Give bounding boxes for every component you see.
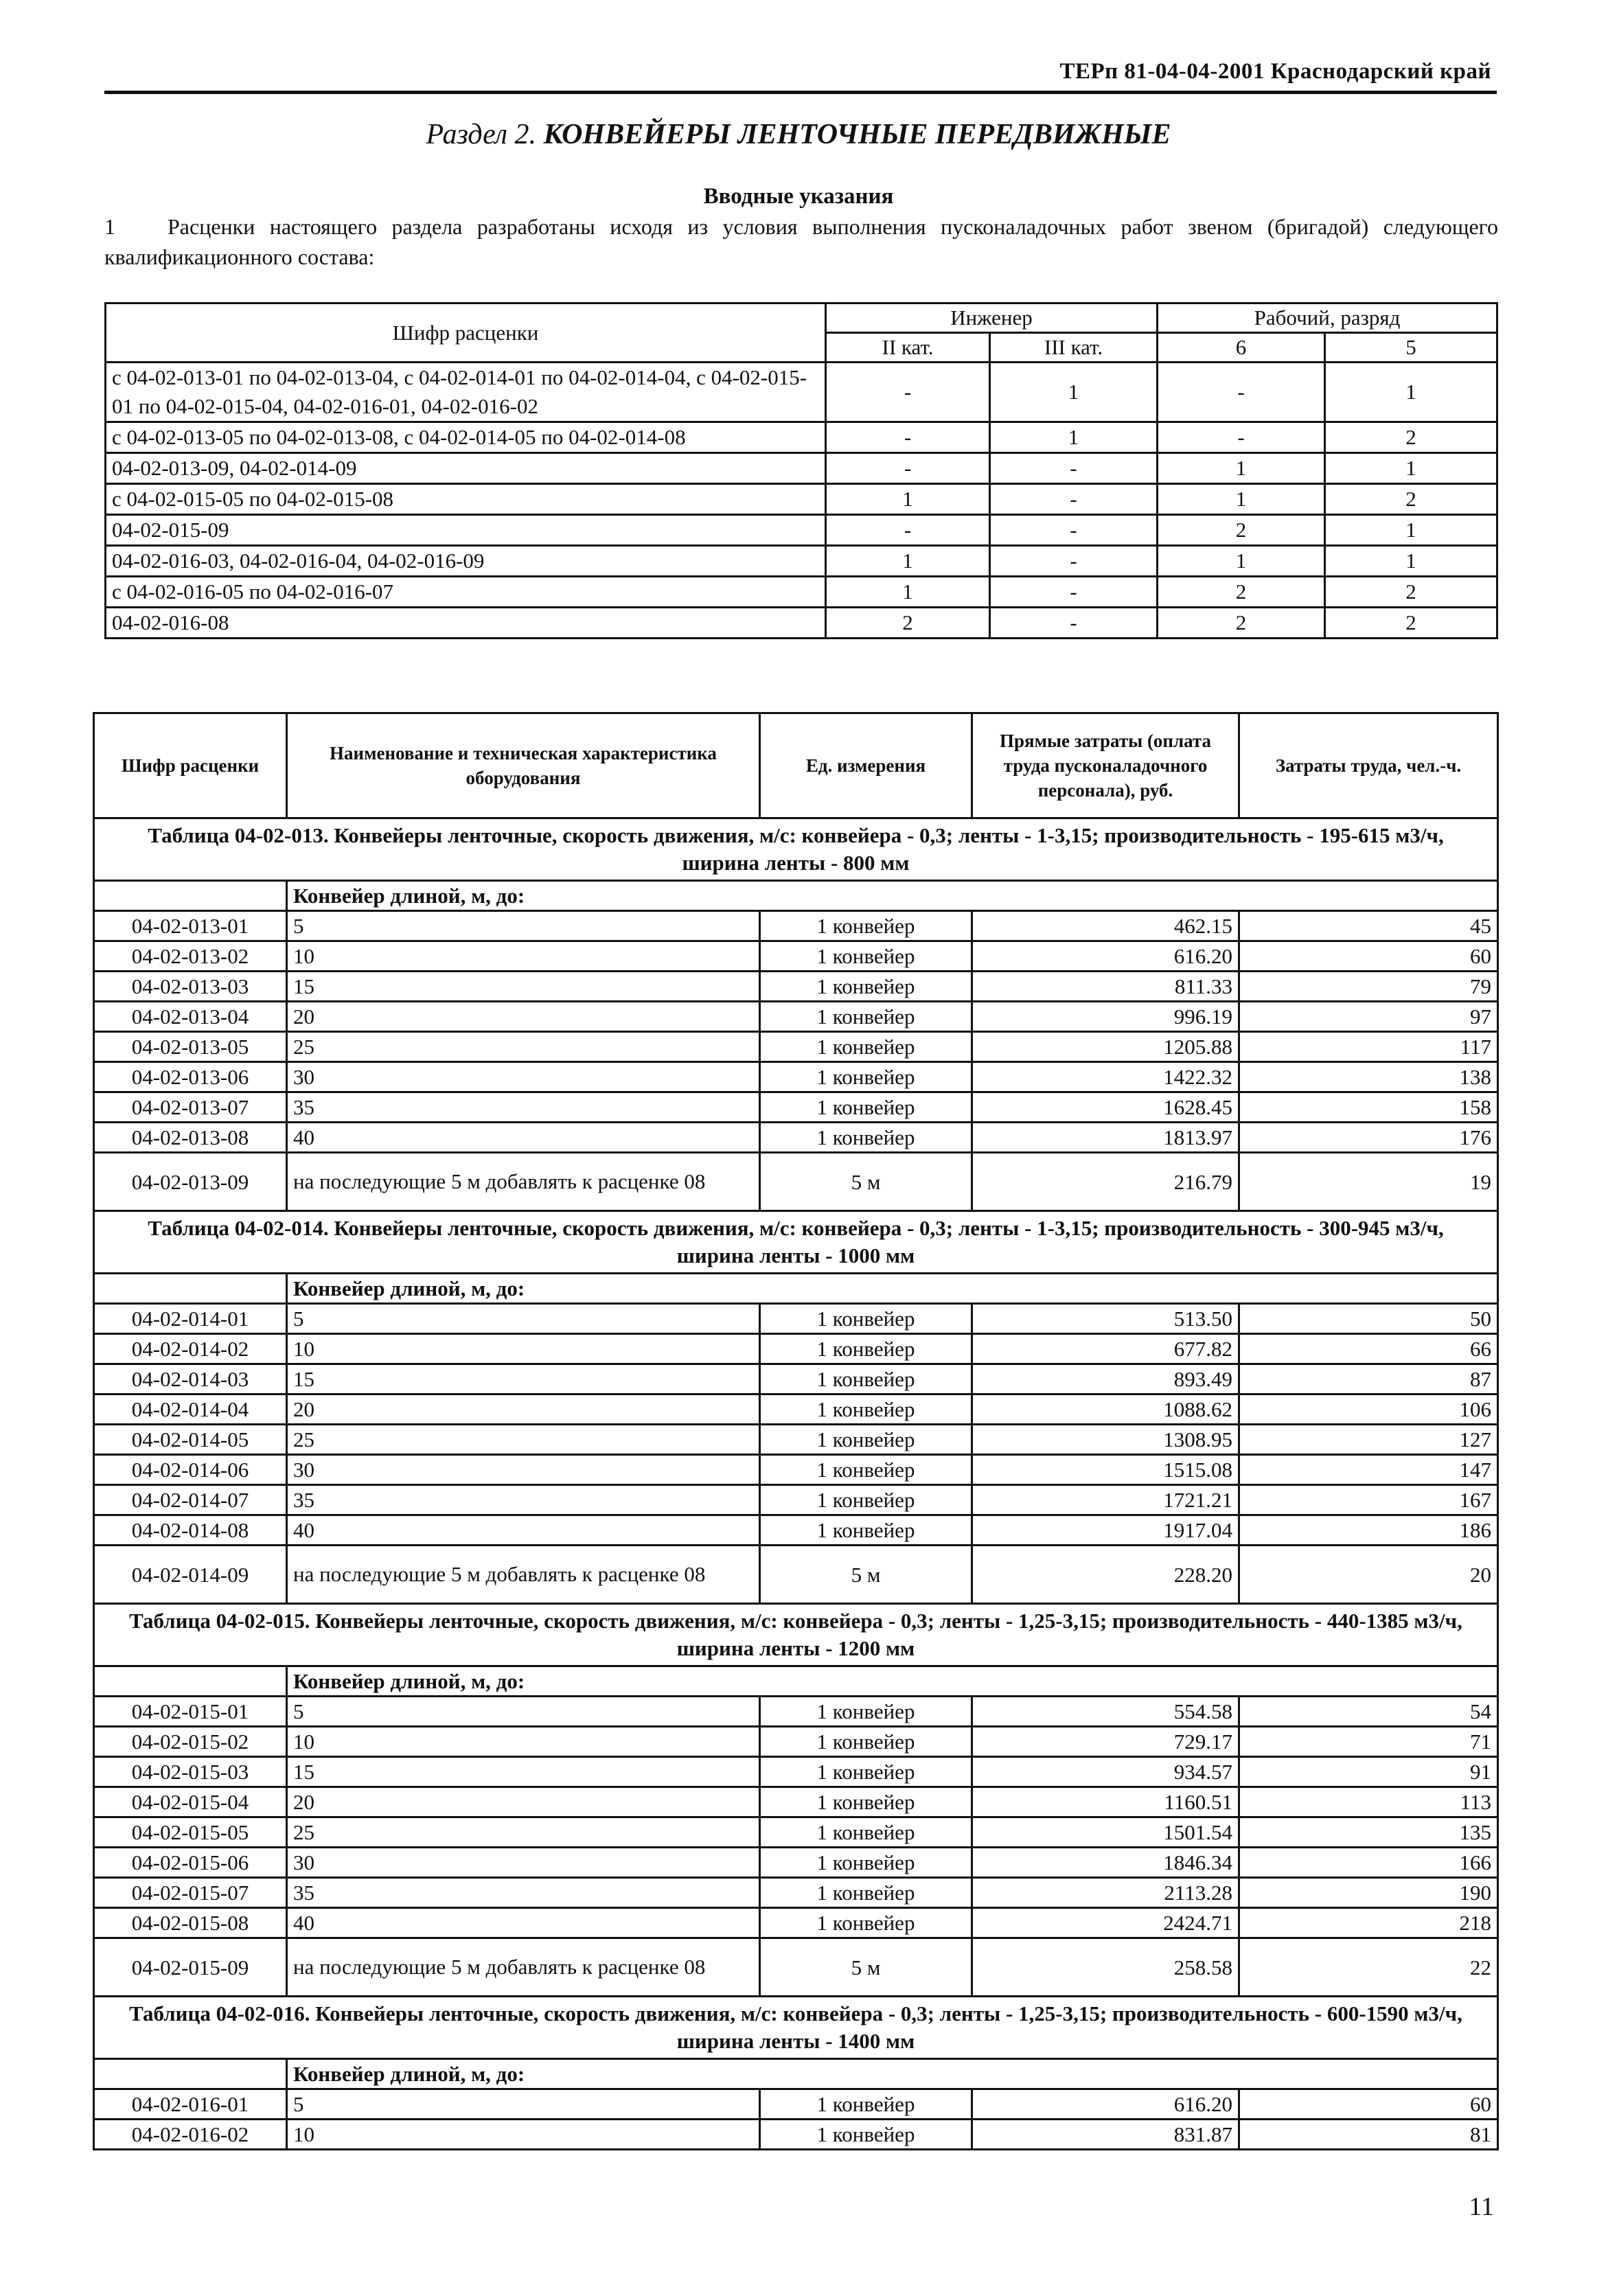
subheader-empty xyxy=(94,1666,287,1697)
rate-code: 04-02-014-03 xyxy=(94,1364,287,1394)
qual-grade6: - xyxy=(1158,422,1325,453)
rate-code: 04-02-014-04 xyxy=(94,1394,287,1425)
equipment-description: 30 xyxy=(287,1848,760,1878)
header-text: ТЕРп 81-04-04-2001 Краснодарский край xyxy=(1059,59,1491,84)
qual-header-engineer: Инженер xyxy=(826,303,1158,333)
direct-cost: 1846.34 xyxy=(972,1848,1239,1878)
unit-of-measure: 1 конвейер xyxy=(760,1485,972,1515)
direct-cost: 831.87 xyxy=(972,2120,1239,2150)
table-row xyxy=(94,1485,1498,1515)
qual-grade5: 1 xyxy=(1325,363,1497,422)
equipment-description: 40 xyxy=(287,1908,760,1938)
direct-cost: 996.19 xyxy=(972,1002,1239,1032)
unit-of-measure: 1 конвейер xyxy=(760,1697,972,1727)
direct-cost: 811.33 xyxy=(972,972,1239,1002)
equipment-description: 20 xyxy=(287,1394,760,1425)
qual-row xyxy=(106,453,1497,484)
table-row xyxy=(94,1848,1498,1878)
qual-cat3: - xyxy=(990,608,1158,639)
labor-hours: 66 xyxy=(1239,1334,1498,1364)
qual-code: 04-02-016-08 xyxy=(106,608,826,639)
equipment-description: на последующие 5 м добавлять к расценке 08 xyxy=(287,1546,760,1604)
section-lead: Раздел 2. xyxy=(426,119,544,150)
rate-code: 04-02-015-05 xyxy=(94,1817,287,1848)
equipment-description: 15 xyxy=(287,1364,760,1394)
table-row xyxy=(94,1153,1498,1211)
direct-cost: 216.79 xyxy=(972,1153,1239,1211)
section-title xyxy=(0,118,1597,151)
equipment-description: 20 xyxy=(287,1787,760,1817)
table-caption-row xyxy=(94,1997,1498,2059)
subheader-label: Конвейер длиной, м, до: xyxy=(287,1666,1498,1697)
direct-cost: 1160.51 xyxy=(972,1787,1239,1817)
direct-cost: 513.50 xyxy=(972,1304,1239,1334)
qual-code: 04-02-013-09, 04-02-014-09 xyxy=(106,453,826,484)
pricing-table xyxy=(93,712,1499,2150)
qual-header-cat2: II кат. xyxy=(826,333,990,363)
rate-code: 04-02-013-09 xyxy=(94,1153,287,1211)
labor-hours: 113 xyxy=(1239,1787,1498,1817)
table-caption-row xyxy=(94,818,1498,881)
labor-hours: 60 xyxy=(1239,941,1498,972)
labor-hours: 138 xyxy=(1239,1062,1498,1092)
unit-of-measure: 1 конвейер xyxy=(760,1455,972,1485)
labor-hours: 45 xyxy=(1239,911,1498,941)
unit-of-measure: 1 конвейер xyxy=(760,1727,972,1757)
rate-code: 04-02-013-02 xyxy=(94,941,287,972)
equipment-description: 10 xyxy=(287,1334,760,1364)
qual-grade5: 2 xyxy=(1325,484,1497,515)
equipment-description: 25 xyxy=(287,1817,760,1848)
intro-number: 1 xyxy=(104,214,115,239)
qual-cat3: - xyxy=(990,577,1158,608)
labor-hours: 19 xyxy=(1239,1153,1498,1211)
qual-row xyxy=(106,577,1497,608)
labor-hours: 158 xyxy=(1239,1092,1498,1123)
labor-hours: 97 xyxy=(1239,1002,1498,1032)
table-row xyxy=(94,1727,1498,1757)
unit-of-measure: 1 конвейер xyxy=(760,2089,972,2120)
qual-row xyxy=(106,515,1497,546)
table-row xyxy=(94,1515,1498,1546)
qual-cat2: - xyxy=(826,422,990,453)
unit-of-measure: 1 конвейер xyxy=(760,941,972,972)
labor-hours: 91 xyxy=(1239,1757,1498,1787)
qual-row xyxy=(106,546,1497,577)
rate-code: 04-02-014-09 xyxy=(94,1546,287,1604)
direct-cost: 1422.32 xyxy=(972,1062,1239,1092)
unit-of-measure: 1 конвейер xyxy=(760,1032,972,1062)
intro-paragraph xyxy=(104,211,1498,272)
rate-code: 04-02-014-08 xyxy=(94,1515,287,1546)
qual-cat3: 1 xyxy=(990,422,1158,453)
equipment-description: 10 xyxy=(287,941,760,972)
table-row xyxy=(94,1062,1498,1092)
qual-code: с 04-02-013-01 по 04-02-013-04, с 04-02-014-01 по 04-02-014-04, с 04-02-015-01 по 04-02-015-04, 04-02-016-01, 04-02-016-02 xyxy=(106,363,826,422)
labor-hours: 135 xyxy=(1239,1817,1498,1848)
qual-grade5: 1 xyxy=(1325,453,1497,484)
equipment-description: 35 xyxy=(287,1485,760,1515)
equipment-description: 25 xyxy=(287,1425,760,1455)
table-row xyxy=(94,1546,1498,1604)
unit-of-measure: 5 м xyxy=(760,1153,972,1211)
qual-code: с 04-02-013-05 по 04-02-013-08, с 04-02-014-05 по 04-02-014-08 xyxy=(106,422,826,453)
section-name: КОНВЕЙЕРЫ ЛЕНТОЧНЫЕ ПЕРЕДВИЖНЫЕ xyxy=(543,119,1171,150)
unit-of-measure: 1 конвейер xyxy=(760,1425,972,1455)
direct-cost: 1813.97 xyxy=(972,1123,1239,1153)
table-row xyxy=(94,1394,1498,1425)
qual-grade6: 2 xyxy=(1158,608,1325,639)
qual-cat3: - xyxy=(990,453,1158,484)
page-number: 11 xyxy=(1469,2192,1494,2221)
labor-hours: 79 xyxy=(1239,972,1498,1002)
direct-cost: 462.15 xyxy=(972,911,1239,941)
labor-hours: 22 xyxy=(1239,1938,1498,1997)
qual-grade6: 2 xyxy=(1158,577,1325,608)
equipment-description: 15 xyxy=(287,972,760,1002)
rate-code: 04-02-014-01 xyxy=(94,1304,287,1334)
direct-cost: 1088.62 xyxy=(972,1394,1239,1425)
rate-code: 04-02-013-05 xyxy=(94,1032,287,1062)
qual-grade6: 1 xyxy=(1158,453,1325,484)
main-header-labor: Затраты труда, чел.-ч. xyxy=(1239,713,1498,818)
labor-hours: 167 xyxy=(1239,1485,1498,1515)
qual-cat2: - xyxy=(826,515,990,546)
equipment-description: 5 xyxy=(287,1304,760,1334)
table-caption-row xyxy=(94,1211,1498,1274)
qual-cat3: 1 xyxy=(990,363,1158,422)
qual-row xyxy=(106,363,1497,422)
subheader-label: Конвейер длиной, м, до: xyxy=(287,1274,1498,1304)
qual-grade6: - xyxy=(1158,363,1325,422)
unit-of-measure: 1 конвейер xyxy=(760,911,972,941)
unit-of-measure: 1 конвейер xyxy=(760,972,972,1002)
table-row xyxy=(94,1787,1498,1817)
labor-hours: 50 xyxy=(1239,1304,1498,1334)
unit-of-measure: 1 конвейер xyxy=(760,1092,972,1123)
unit-of-measure: 1 конвейер xyxy=(760,1334,972,1364)
qual-cat2: 1 xyxy=(826,484,990,515)
labor-hours: 127 xyxy=(1239,1425,1498,1455)
table-row xyxy=(94,972,1498,1002)
qual-grade6: 1 xyxy=(1158,484,1325,515)
subheader-row xyxy=(94,1274,1498,1304)
table-row xyxy=(94,1878,1498,1908)
unit-of-measure: 1 конвейер xyxy=(760,1062,972,1092)
subheader-row xyxy=(94,2059,1498,2089)
equipment-description: 5 xyxy=(287,911,760,941)
unit-of-measure: 1 конвейер xyxy=(760,1304,972,1334)
direct-cost: 2113.28 xyxy=(972,1878,1239,1908)
rate-code: 04-02-015-06 xyxy=(94,1848,287,1878)
table-row xyxy=(94,1304,1498,1334)
labor-hours: 190 xyxy=(1239,1878,1498,1908)
labor-hours: 87 xyxy=(1239,1364,1498,1394)
labor-hours: 20 xyxy=(1239,1546,1498,1604)
main-header-cost: Прямые затраты (оплата труда пусконаладочного персонала), руб. xyxy=(972,713,1239,818)
rate-code: 04-02-013-03 xyxy=(94,972,287,1002)
labor-hours: 81 xyxy=(1239,2120,1498,2150)
direct-cost: 729.17 xyxy=(972,1727,1239,1757)
qual-row xyxy=(106,484,1497,515)
qual-grade5: 2 xyxy=(1325,577,1497,608)
table-row xyxy=(94,1032,1498,1062)
qual-cat2: 1 xyxy=(826,546,990,577)
equipment-description: 40 xyxy=(287,1123,760,1153)
table-caption: Таблица 04-02-016. Конвейеры ленточные, скорость движения, м/с: конвейера - 0,3; ленты - 1,25-3,15; производительность - 600-1590 м3/ч, ширина ленты - 1400 мм xyxy=(94,1997,1498,2059)
equipment-description: 20 xyxy=(287,1002,760,1032)
unit-of-measure: 1 конвейер xyxy=(760,1394,972,1425)
qual-header-worker: Рабочий, разряд xyxy=(1158,303,1497,333)
rate-code: 04-02-013-07 xyxy=(94,1092,287,1123)
table-row xyxy=(94,911,1498,941)
qual-grade6: 2 xyxy=(1158,515,1325,546)
unit-of-measure: 1 конвейер xyxy=(760,1848,972,1878)
table-row xyxy=(94,1757,1498,1787)
table-row xyxy=(94,1425,1498,1455)
direct-cost: 616.20 xyxy=(972,941,1239,972)
table-row xyxy=(94,1364,1498,1394)
labor-hours: 60 xyxy=(1239,2089,1498,2120)
rate-code: 04-02-016-01 xyxy=(94,2089,287,2120)
qual-code: 04-02-015-09 xyxy=(106,515,826,546)
qual-grade6: 1 xyxy=(1158,546,1325,577)
equipment-description: 5 xyxy=(287,1697,760,1727)
subheader-label: Конвейер длиной, м, до: xyxy=(287,2059,1498,2089)
qual-code: с 04-02-015-05 по 04-02-015-08 xyxy=(106,484,826,515)
direct-cost: 554.58 xyxy=(972,1697,1239,1727)
table-caption-row xyxy=(94,1604,1498,1666)
unit-of-measure: 1 конвейер xyxy=(760,1515,972,1546)
labor-hours: 147 xyxy=(1239,1455,1498,1485)
qual-cat2: 1 xyxy=(826,577,990,608)
table-caption: Таблица 04-02-013. Конвейеры ленточные, скорость движения, м/с: конвейера - 0,3; ленты - 1-3,15; производительность - 195-615 м3/ч, ширина ленты - 800 мм xyxy=(94,818,1498,881)
labor-hours: 54 xyxy=(1239,1697,1498,1727)
unit-of-measure: 5 м xyxy=(760,1938,972,1997)
subheader-label: Конвейер длиной, м, до: xyxy=(287,881,1498,911)
qual-cat2: - xyxy=(826,363,990,422)
table-row xyxy=(94,1334,1498,1364)
qual-cat3: - xyxy=(990,546,1158,577)
table-row xyxy=(94,1455,1498,1485)
qual-header-grade5: 5 xyxy=(1325,333,1497,363)
qual-row xyxy=(106,422,1497,453)
equipment-description: на последующие 5 м добавлять к расценке 08 xyxy=(287,1153,760,1211)
equipment-description: 25 xyxy=(287,1032,760,1062)
rate-code: 04-02-015-04 xyxy=(94,1787,287,1817)
unit-of-measure: 5 м xyxy=(760,1546,972,1604)
table-row xyxy=(94,1938,1498,1997)
direct-cost: 2424.71 xyxy=(972,1908,1239,1938)
equipment-description: 10 xyxy=(287,2120,760,2150)
unit-of-measure: 1 конвейер xyxy=(760,1908,972,1938)
table-caption: Таблица 04-02-014. Конвейеры ленточные, скорость движения, м/с: конвейера - 0,3; ленты - 1-3,15; производительность - 300-945 м3/ч, ширина ленты - 1000 мм xyxy=(94,1211,1498,1274)
qual-cat3: - xyxy=(990,515,1158,546)
qual-cat2: 2 xyxy=(826,608,990,639)
table-row xyxy=(94,941,1498,972)
rate-code: 04-02-014-05 xyxy=(94,1425,287,1455)
labor-hours: 106 xyxy=(1239,1394,1498,1425)
direct-cost: 1308.95 xyxy=(972,1425,1239,1455)
equipment-description: 5 xyxy=(287,2089,760,2120)
qual-grade5: 1 xyxy=(1325,546,1497,577)
labor-hours: 166 xyxy=(1239,1848,1498,1878)
rate-code: 04-02-014-02 xyxy=(94,1334,287,1364)
table-row xyxy=(94,1908,1498,1938)
table-row xyxy=(94,2120,1498,2150)
qualification-table xyxy=(104,302,1498,639)
direct-cost: 677.82 xyxy=(972,1334,1239,1364)
main-header-code: Шифр расценки xyxy=(94,713,287,818)
qual-row xyxy=(106,608,1497,639)
table-row xyxy=(94,1002,1498,1032)
qual-grade5: 2 xyxy=(1325,608,1497,639)
unit-of-measure: 1 конвейер xyxy=(760,1878,972,1908)
direct-cost: 228.20 xyxy=(972,1546,1239,1604)
rate-code: 04-02-013-06 xyxy=(94,1062,287,1092)
qual-header-code: Шифр расценки xyxy=(106,303,826,363)
rate-code: 04-02-016-02 xyxy=(94,2120,287,2150)
direct-cost: 1721.21 xyxy=(972,1485,1239,1515)
unit-of-measure: 1 конвейер xyxy=(760,1787,972,1817)
intro-heading: Вводные указания xyxy=(703,184,894,209)
direct-cost: 1501.54 xyxy=(972,1817,1239,1848)
main-header-name: Наименование и техническая характеристика оборудования xyxy=(287,713,760,818)
equipment-description: 10 xyxy=(287,1727,760,1757)
table-row xyxy=(94,1123,1498,1153)
direct-cost: 1205.88 xyxy=(972,1032,1239,1062)
rate-code: 04-02-015-08 xyxy=(94,1908,287,1938)
equipment-description: 30 xyxy=(287,1062,760,1092)
rate-code: 04-02-015-03 xyxy=(94,1757,287,1787)
subheader-row xyxy=(94,1666,1498,1697)
labor-hours: 71 xyxy=(1239,1727,1498,1757)
rate-code: 04-02-014-07 xyxy=(94,1485,287,1515)
qual-code: с 04-02-016-05 по 04-02-016-07 xyxy=(106,577,826,608)
qual-header-grade6: 6 xyxy=(1158,333,1325,363)
subheader-empty xyxy=(94,1274,287,1304)
subheader-empty xyxy=(94,881,287,911)
rate-code: 04-02-015-09 xyxy=(94,1938,287,1997)
main-header-unit: Ед. измерения xyxy=(760,713,972,818)
labor-hours: 117 xyxy=(1239,1032,1498,1062)
unit-of-measure: 1 конвейер xyxy=(760,1002,972,1032)
equipment-description: 35 xyxy=(287,1878,760,1908)
table-caption: Таблица 04-02-015. Конвейеры ленточные, скорость движения, м/с: конвейера - 0,3; ленты - 1,25-3,15; производительность - 440-1385 м3/ч, ширина ленты - 1200 мм xyxy=(94,1604,1498,1666)
rate-code: 04-02-013-08 xyxy=(94,1123,287,1153)
qual-grade5: 1 xyxy=(1325,515,1497,546)
direct-cost: 1917.04 xyxy=(972,1515,1239,1546)
rate-code: 04-02-015-01 xyxy=(94,1697,287,1727)
labor-hours: 176 xyxy=(1239,1123,1498,1153)
unit-of-measure: 1 конвейер xyxy=(760,1364,972,1394)
rate-code: 04-02-014-06 xyxy=(94,1455,287,1485)
qual-header-cat3: III кат. xyxy=(990,333,1158,363)
qual-cat2: - xyxy=(826,453,990,484)
qual-cat3: - xyxy=(990,484,1158,515)
unit-of-measure: 1 конвейер xyxy=(760,1123,972,1153)
equipment-description: 40 xyxy=(287,1515,760,1546)
equipment-description: 30 xyxy=(287,1455,760,1485)
unit-of-measure: 1 конвейер xyxy=(760,2120,972,2150)
table-row xyxy=(94,2089,1498,2120)
subheader-row xyxy=(94,881,1498,911)
unit-of-measure: 1 конвейер xyxy=(760,1757,972,1787)
equipment-description: на последующие 5 м добавлять к расценке 08 xyxy=(287,1938,760,1997)
rate-code: 04-02-013-01 xyxy=(94,911,287,941)
labor-hours: 218 xyxy=(1239,1908,1498,1938)
subheader-empty xyxy=(94,2059,287,2089)
direct-cost: 893.49 xyxy=(972,1364,1239,1394)
qual-grade5: 2 xyxy=(1325,422,1497,453)
unit-of-measure: 1 конвейер xyxy=(760,1817,972,1848)
qual-code: 04-02-016-03, 04-02-016-04, 04-02-016-09 xyxy=(106,546,826,577)
intro-text: Расценки настоящего раздела разработаны исходя из условия выполнения пусконаладочных работ звеном (бригадой) следующего квалификационного состава: xyxy=(104,214,1498,269)
equipment-description: 35 xyxy=(287,1092,760,1123)
direct-cost: 1515.08 xyxy=(972,1455,1239,1485)
table-row xyxy=(94,1817,1498,1848)
labor-hours: 186 xyxy=(1239,1515,1498,1546)
rate-code: 04-02-015-07 xyxy=(94,1878,287,1908)
direct-cost: 258.58 xyxy=(972,1938,1239,1997)
direct-cost: 934.57 xyxy=(972,1757,1239,1787)
running-header xyxy=(104,55,1497,94)
rate-code: 04-02-013-04 xyxy=(94,1002,287,1032)
direct-cost: 616.20 xyxy=(972,2089,1239,2120)
rate-code: 04-02-015-02 xyxy=(94,1727,287,1757)
equipment-description: 15 xyxy=(287,1757,760,1787)
table-row xyxy=(94,1092,1498,1123)
direct-cost: 1628.45 xyxy=(972,1092,1239,1123)
table-row xyxy=(94,1697,1498,1727)
